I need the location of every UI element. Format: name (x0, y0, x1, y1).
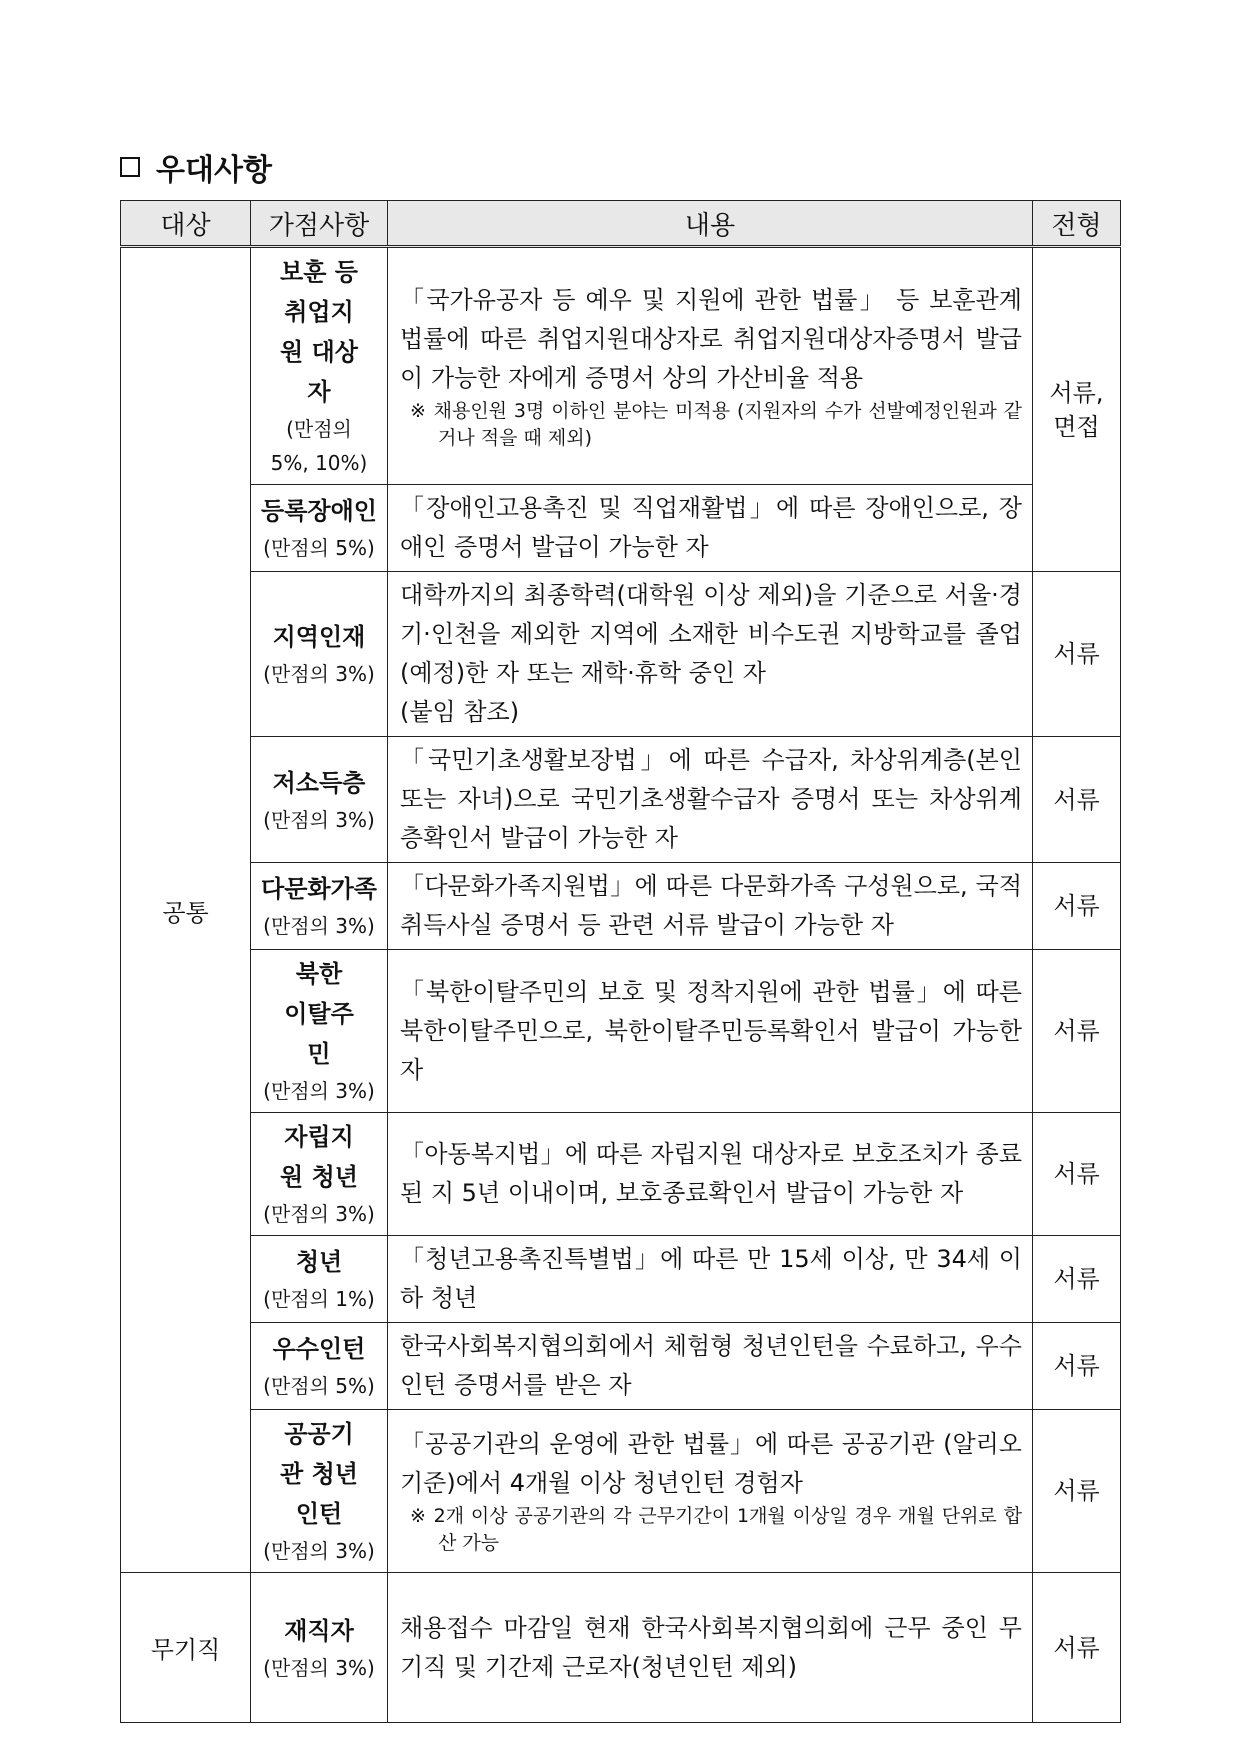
item-name: 북한 이탈주민 (284, 960, 354, 1068)
item-cell (251, 247, 388, 485)
item-points: (만점의 5%) (263, 1374, 375, 1398)
item-name: 다문화가족 (261, 875, 377, 903)
table-header-row (121, 201, 1121, 247)
table-row (121, 485, 1121, 572)
item-points: (만점의 3%) (263, 662, 375, 686)
header-target: 대상 (121, 201, 251, 247)
item-name: 자립지원 청년 (280, 1123, 358, 1191)
item-name: 등록장애인 (261, 497, 377, 525)
table-row (121, 1113, 1121, 1236)
stage-cell: 서류 (1033, 1236, 1121, 1323)
item-points: (만점의 5%, 10%) (270, 417, 368, 475)
header-stage: 전형 (1033, 201, 1121, 247)
table-row (121, 572, 1121, 737)
table-row (121, 950, 1121, 1113)
content-cell (388, 485, 1033, 572)
stage-cell: 서류, 면접 (1033, 247, 1121, 572)
group-permanent: 무기직 (121, 1573, 251, 1723)
item-points: (만점의 3%) (263, 1539, 375, 1563)
content-text: 「다문화가족지원법」에 따른 다문화가족 구성원으로, 국적 취득사실 증명서 등 관련 서류 발급이 가능한 자 (400, 872, 1022, 939)
content-text: 채용접수 마감일 현재 한국사회복지협의회에 근무 중인 무기직 및 기간제 근로자(청년인턴 제외) (400, 1613, 1022, 1681)
content-cell (388, 737, 1033, 863)
item-points: (만점의 1%) (263, 1287, 375, 1311)
content-text: 「국민기초생활보장법」에 따른 수급자, 차상위계층(본인 또는 자녀)으로 국민기초생활수급자 증명서 또는 차상위계층확인서 발급이 가능한 자 (400, 746, 1022, 852)
header-bonus: 가점사항 (251, 201, 388, 247)
item-cell (251, 863, 388, 950)
stage-cell: 서류 (1033, 737, 1121, 863)
item-cell (251, 1573, 388, 1723)
content-note: ※ 2개 이상 공공기관의 각 근무기간이 1개월 이상일 경우 개월 단위로 합산 가능 (410, 1505, 1022, 1554)
content-text: 대학까지의 최종학력(대학원 이상 제외)을 기준으로 서울·경기·인천을 제외한 지역에 소재한 비수도권 지방학교를 졸업(예정)한 자 또는 재학·휴학 중인 자 (400, 581, 1022, 687)
item-points: (만점의 3%) (263, 914, 375, 938)
content-text: 「북한이탈주민의 보호 및 정착지원에 관한 법률」에 따른 북한이탈주민으로, 북한이탈주민등록확인서 발급이 가능한 자 (400, 977, 1022, 1084)
table-row (121, 863, 1121, 950)
stage-cell: 서류 (1033, 572, 1121, 737)
table-row (121, 1323, 1121, 1410)
content-cell (388, 247, 1033, 485)
content-text-extra: (붙임 참조) (400, 698, 520, 726)
stage-cell: 서류 (1033, 1573, 1121, 1723)
item-name: 재직자 (284, 1616, 354, 1645)
section-heading-text: 우대사항 (156, 153, 272, 188)
content-text: 「장애인고용촉진 및 직업재활법」에 따른 장애인으로, 장애인 증명서 발급이 가능한 자 (400, 494, 1022, 561)
content-text: 「국가유공자 등 예우 및 지원에 관한 법률」 등 보훈관계 법률에 따른 취업지원대상자로 취업지원대상자증명서 발급이 가능한 자에게 증명서 상의 가산비율 적용 (400, 285, 1022, 392)
item-points: (만점의 3%) (263, 1202, 375, 1226)
content-text: 한국사회복지협의회에서 체험형 청년인턴을 수료하고, 우수인턴 증명서를 받은 자 (400, 1332, 1022, 1399)
item-cell (251, 950, 388, 1113)
content-note: ※ 채용인원 3명 이하인 분야는 미적용 (지원자의 수가 선발예정인원과 같거나 적을 때 제외) (410, 399, 1022, 449)
preference-table (120, 200, 1121, 1723)
content-text: 「공공기관의 운영에 관한 법률」에 따른 공공기관 (알리오 기준)에서 4개월 이상 청년인턴 경험자 (400, 1430, 1022, 1497)
content-cell (388, 950, 1033, 1113)
item-points: (만점의 3%) (263, 807, 375, 832)
stage-cell: 서류 (1033, 950, 1121, 1113)
content-cell (388, 572, 1033, 737)
header-content: 내용 (388, 201, 1033, 247)
table-row (121, 737, 1121, 863)
stage-cell: 서류 (1033, 863, 1121, 950)
table-row (121, 1573, 1121, 1723)
item-name: 저소득층 (272, 768, 366, 797)
section-heading (120, 145, 272, 189)
item-cell (251, 1236, 388, 1323)
item-cell (251, 485, 388, 572)
item-cell (251, 572, 388, 737)
item-name: 우수인턴 (272, 1335, 366, 1363)
content-cell (388, 1323, 1033, 1410)
item-points: (만점의 5%) (263, 536, 375, 560)
content-cell (388, 1573, 1033, 1723)
table-row (121, 1236, 1121, 1323)
item-name: 보훈 등 취업지원 대상자 (280, 258, 358, 406)
empty-checkbox-icon (120, 157, 140, 177)
item-cell (251, 1410, 388, 1573)
item-cell (251, 737, 388, 863)
item-cell (251, 1323, 388, 1410)
stage-cell: 서류 (1033, 1410, 1121, 1573)
table-row (121, 247, 1121, 485)
content-text: 「아동복지법」에 따른 자립지원 대상자로 보호조치가 종료된 지 5년 이내이며, 보호종료확인서 발급이 가능한 자 (400, 1140, 1022, 1207)
item-name: 청년 (295, 1248, 343, 1276)
content-text: 「청년고용촉진특별법」에 따른 만 15세 이상, 만 34세 이하 청년 (400, 1245, 1022, 1312)
content-cell (388, 1410, 1033, 1573)
stage-cell: 서류 (1033, 1113, 1121, 1236)
item-name: 지역인재 (272, 623, 366, 651)
content-cell (388, 1236, 1033, 1323)
item-points: (만점의 3%) (263, 1079, 375, 1103)
stage-cell: 서류 (1033, 1323, 1121, 1410)
item-cell (251, 1113, 388, 1236)
group-common: 공통 (121, 247, 251, 1573)
table-row (121, 1410, 1121, 1573)
content-cell (388, 1113, 1033, 1236)
item-name: 공공기관 청년인턴 (280, 1420, 358, 1528)
content-cell (388, 863, 1033, 950)
item-points: (만점의 3%) (263, 1655, 375, 1680)
